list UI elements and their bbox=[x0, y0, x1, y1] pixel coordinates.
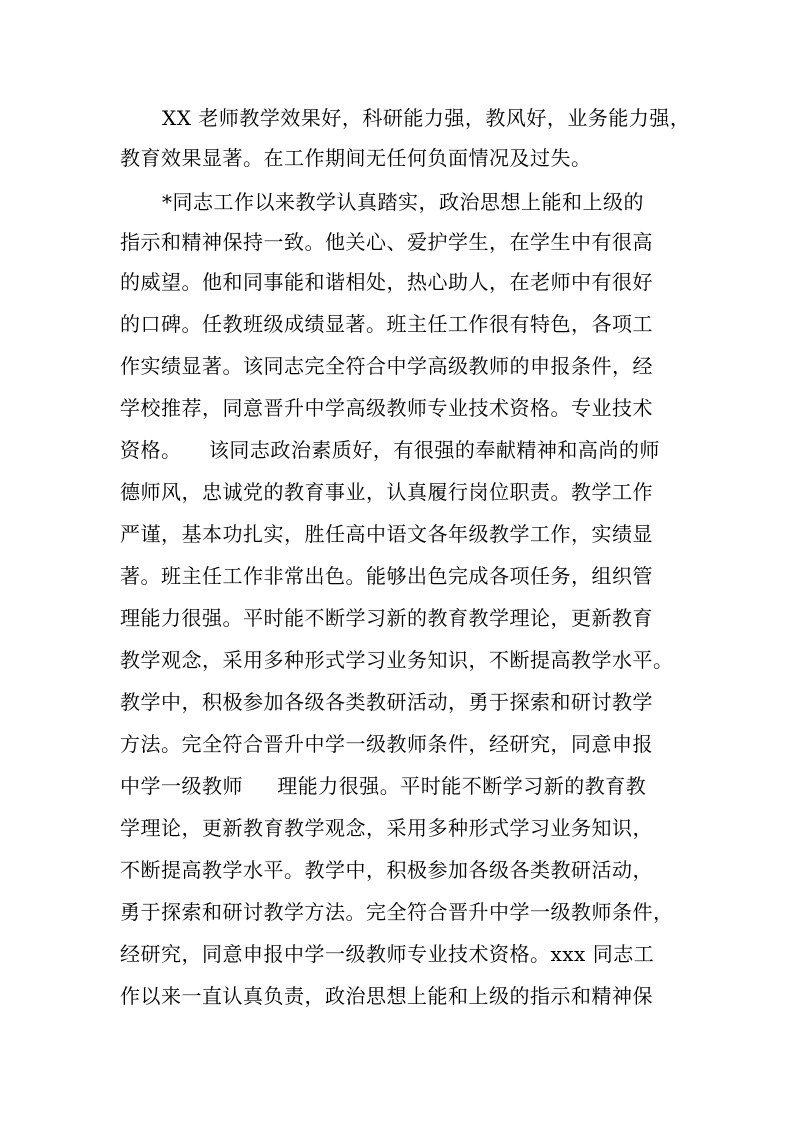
text-line: *同志工作以来教学认真踏实，政治思想上能和上级的 bbox=[162, 190, 644, 214]
text-line: 经研究，同意申报中学一级教师专业技术资格。xxx 同志工 bbox=[120, 942, 655, 966]
text-line: 教育效果显著。在工作期间无任何负面情况及过失。 bbox=[120, 146, 592, 170]
text-line: 教学中，积极参加各级各类教研活动，勇于探索和研讨教学 bbox=[120, 690, 653, 714]
text-line: 的威望。他和同事能和谐相处，热心助人，在老师中有很好 bbox=[120, 270, 653, 294]
text-line: XX 老师教学效果好，科研能力强，教风好，业务能力强， bbox=[162, 106, 691, 130]
text-line: 教学观念，采用多种形式学习业务知识，不断提高教学水平。 bbox=[120, 648, 674, 672]
text-line: 作以来一直认真负责，政治思想上能和上级的指示和精神保 bbox=[120, 984, 653, 1008]
text-line: 学校推荐，同意晋升中学高级教师专业技术资格。专业技术 bbox=[120, 396, 653, 420]
text-line: 的口碑。任教班级成绩显著。班主任工作很有特色，各项工 bbox=[120, 312, 653, 336]
text-line: 资格。 该同志政治素质好，有很强的奉献精神和高尚的师 bbox=[120, 438, 660, 462]
text-line: 理能力很强。平时能不断学习新的教育教学理论，更新教育 bbox=[120, 606, 653, 630]
text-line: 严谨，基本功扎实，胜任高中语文各年级教学工作，实绩显 bbox=[120, 522, 653, 546]
text-line: 作实绩显著。该同志完全符合中学高级教师的申报条件，经 bbox=[120, 354, 653, 378]
text-line: 不断提高教学水平。教学中，积极参加各级各类教研活动， bbox=[120, 858, 653, 882]
text-line: 学理论，更新教育教学观念，采用多种形式学习业务知识， bbox=[120, 816, 653, 840]
text-line: 中学一级教师 理能力很强。平时能不断学习新的教育教 bbox=[120, 774, 647, 798]
text-line: 著。班主任工作非常出色。能够出色完成各项任务，组织管 bbox=[120, 564, 653, 588]
text-line: 指示和精神保持一致。他关心、爱护学生，在学生中有很高 bbox=[120, 230, 653, 254]
text-line: 德师风，忠诚党的教育事业，认真履行岗位职责。教学工作 bbox=[120, 480, 653, 504]
text-line: 勇于探索和研讨教学方法。完全符合晋升中学一级教师条件， bbox=[120, 900, 674, 924]
text-line: 方法。完全符合晋升中学一级教师条件，经研究，同意申报 bbox=[120, 732, 653, 756]
